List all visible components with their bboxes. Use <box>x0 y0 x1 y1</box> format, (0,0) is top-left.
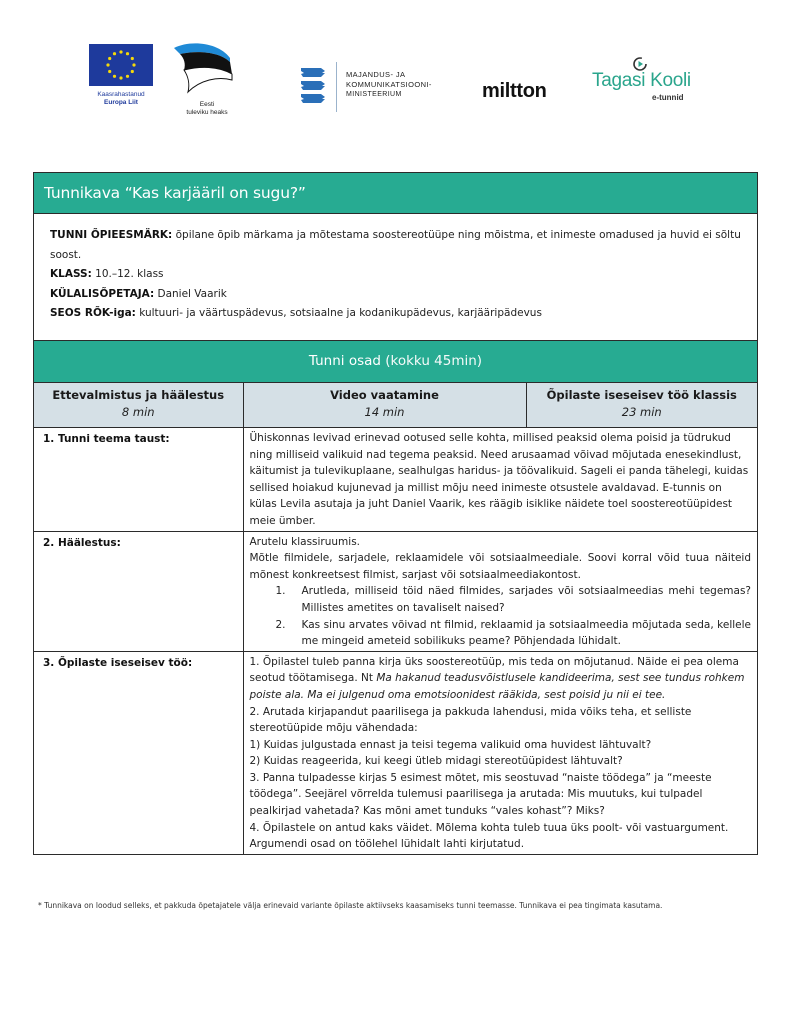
meta-value: kultuuri- ja väärtuspädevus, sotsiaalne ja kodanikupädevus, karjääripädevus <box>135 307 542 319</box>
ministry-logo-divider <box>336 62 337 112</box>
estonia-logo <box>170 40 234 117</box>
estonia-caption-line1: Eesti <box>199 101 215 108</box>
section-body <box>243 428 757 532</box>
phase-independent-work <box>526 383 757 427</box>
task-2-question-1: 1) Kuidas julgustada ennast ja teisi tegema valikuid oma huvidest lähtuvalt? <box>249 738 652 751</box>
task-4: 4. Õpilastele on antud kaks väidet. Mõlema kohta tuleb tuua üks poolt- või vastuargument. Argumendi osad on töölehel lühidalt lahti kirjutatud. <box>249 821 729 851</box>
section-body <box>243 651 757 854</box>
lesson-plan-meta <box>34 214 757 340</box>
meta-learning-goal <box>50 226 757 265</box>
section-intro: Mõtle filmidele, sarjadele, reklaamidele või sotsiaalmeediale. Soovi korral võid tuua näiteid mõnest konkreetsest filmist, sarjast või sotsiaalmeediakontost. <box>249 552 751 581</box>
discussion-questions-list <box>250 583 752 649</box>
list-item <box>276 617 752 650</box>
tagasi-kooli-logo <box>592 56 702 106</box>
section-row-warmup <box>34 531 757 651</box>
eu-logo <box>88 44 154 107</box>
lesson-parts-title: Tunni osad <box>308 353 381 369</box>
phase-name: Video vaatamine <box>330 388 439 402</box>
task-1 <box>250 654 752 704</box>
lesson-phases-table <box>34 383 757 427</box>
phase-time: 14 min <box>364 405 405 419</box>
lesson-parts-total: (kokku 45min) <box>380 353 483 369</box>
phase-video <box>243 383 526 427</box>
list-item-text: Kas sinu arvates võivad nt filmid, reklaamid ja sotsiaalmeedia mõjutada seda, kellele me mingeid ameteid sobilikuks peame? Põhjendada lühidalt. <box>301 618 751 648</box>
task-2-question-2: 2) Kuidas reageerida, kui keegi ütleb midagi stereotüüpidest lähtuvalt? <box>249 755 623 768</box>
phase-header-row <box>34 383 757 427</box>
eu-flag-icon <box>89 44 153 86</box>
lesson-sections-table <box>34 427 757 854</box>
section-label: 3. Õpilaste iseseisev töö: <box>34 651 243 854</box>
ministry-name-line1: MAJANDUS- JA <box>346 70 406 79</box>
section-text: Ühiskonnas levivad erinevad ootused selle kohta, millised peaksid olema poisid ja tüdrukud ning milliseid valikuid nad tegema peaksid. Need arusaamad võivad mõjutada enesekindlust, käitumist ja tulevikuplaane, sealhulgas haridus- ja töövalikuid. Sageli ei panda tähelegi, kuidas sellised hoiakud kujunevad ja millist mõju need inimeste otsustele avaldavad. E-tunnis on külas Levila asutaja ja juht Daniel Vaarik, kes räägib isiklike näidete toel soostereotüüpidest meie ümber. <box>249 432 749 527</box>
task-3: 3. Panna tulpadesse kirjas 5 esimest mõtet, mis seostuvad “naiste töödega” ja “meeste töödega”. Seejärel võrrelda tulemusi paarilisega ja arutada: Mis muutuks, kui tulpadel pealkirjad vahetada? Kas mõni amet tunduks “vales kohast”? Miks? <box>249 771 712 818</box>
task-1-text: 1. Õpilastel tuleb panna kirja üks soostereotüüp, mis teda on mõjutanud. Näide ei pea olema seotud töötamisega. Nt <box>249 655 739 685</box>
list-item-number: 1. <box>275 585 286 598</box>
meta-label: KLASS: <box>50 268 92 280</box>
meta-value: õpilane õpib märkama ja mõtestama soostereotüüpe ning mõistma, et inimeste omadused ja huvid ei sõltu soost. <box>50 229 741 261</box>
meta-class <box>50 265 757 285</box>
miltton-logo: miltton <box>482 80 547 102</box>
lesson-plan-title: Tunnikava “Kas karjääril on sugu?” <box>34 173 757 214</box>
three-lions-coat-of-arms-icon <box>300 66 326 106</box>
eu-caption-line1: Kaasrahastanud <box>97 91 145 98</box>
section-label: 2. Häälestus: <box>34 531 243 651</box>
section-row-background <box>34 428 757 532</box>
ministry-name-line3: MINISTEERIUM <box>346 91 402 98</box>
lesson-parts-header <box>34 340 757 383</box>
eu-caption-line2: Europa Liit <box>104 99 138 106</box>
meta-label: KÜLALISÕPETAJA: <box>50 287 155 300</box>
estonia-caption-line2: tuleviku heaks <box>186 109 228 116</box>
meta-guest-teacher <box>50 285 757 305</box>
list-item <box>276 583 752 616</box>
meta-value: 10.–12. klass <box>91 268 164 280</box>
phase-time: 8 min <box>121 405 155 419</box>
phase-preparation <box>34 383 243 427</box>
phase-name: Õpilaste iseseisev töö klassis <box>546 388 737 402</box>
tagasi-kooli-subtitle: e-tunnid <box>652 93 684 102</box>
phase-name: Ettevalmistus ja häälestus <box>52 388 225 402</box>
meta-curriculum-link <box>50 304 757 324</box>
list-item-number: 2. <box>275 618 286 631</box>
ministry-logo <box>300 62 440 112</box>
section-row-independent-work <box>34 651 757 854</box>
task-1-example: Ma hakanud teadusvõistlusele kandideerima, sest see tundus rohkem poiste ala. Ma ei julgenud oma emotsioonidest rääkida, sest poisid ju nii ei tee. <box>249 672 745 701</box>
section-body <box>243 531 757 651</box>
section-intro: Arutelu klassiruumis. <box>249 535 361 548</box>
estonian-flag-sail-icon <box>170 40 234 96</box>
meta-label: SEOS RÕK-iga: <box>50 307 136 319</box>
list-item-text: Arutleda, milliseid töid näed filmides, sarjades või sotsiaalmeedias mehi tegemas? Millistes ametites on tavaliselt naised? <box>301 585 751 614</box>
meta-label: TUNNI ÕPIEESMÄRK: <box>50 229 173 241</box>
meta-value: Daniel Vaarik <box>154 287 227 300</box>
phase-time: 23 min <box>621 405 662 419</box>
section-label: 1. Tunni teema taust: <box>34 428 243 532</box>
ministry-name-line2: KOMMUNIKATSIOONI- <box>346 80 432 89</box>
footnote: * Tunnikava on loodud selleks, et pakkuda õpetajatele välja erinevaid variante õpilaste aktiivseks kaasamiseks tunni teemasse. Tunnikava ei pea tingimata kasutama. <box>38 901 663 910</box>
task-2: 2. Arutada kirjapandut paarilisega ja pakkuda lahendusi, mida võiks teha, et selliste stereotüüpide mõju vähendada: <box>249 705 692 735</box>
partner-logos <box>0 38 791 118</box>
tagasi-kooli-title: Tagasi Kooli <box>592 70 691 91</box>
lesson-plan <box>33 172 758 855</box>
